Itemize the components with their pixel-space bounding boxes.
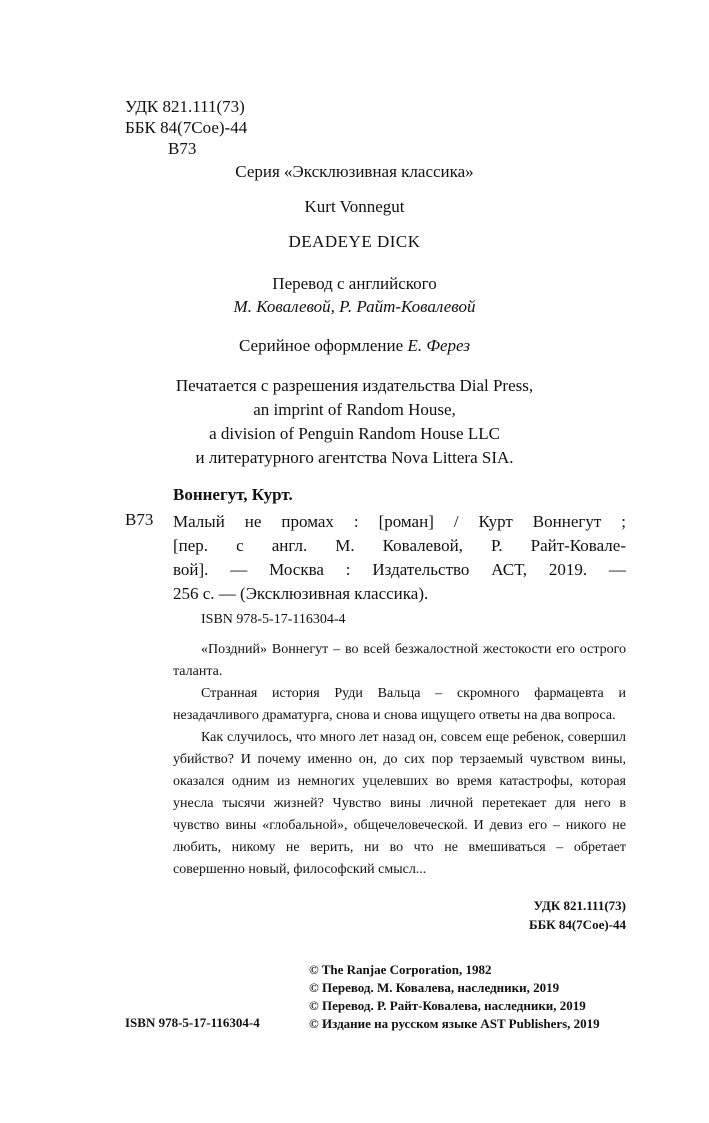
- footer-isbn: ISBN 978-5-17-116304-4: [125, 1015, 260, 1030]
- annotation-paragraph: «Поздний» Воннегут – во всей безжалостной жестокости его острого таланта.: [173, 642, 626, 679]
- bib-line: [пер. с англ. М. Ковалевой, Р. Райт-Ковале-: [173, 536, 626, 555]
- author-mark-code: В73: [168, 139, 197, 158]
- copyright-block: [309, 961, 600, 1033]
- udk-header-block: [125, 96, 247, 159]
- udk-code: УДК 821.111(73): [125, 97, 245, 116]
- original-author: Kurt Vonnegut: [304, 197, 405, 216]
- footer-bbk: ББК 84(7Сое)-44: [528, 917, 626, 932]
- designer-name: Е. Ферез: [407, 336, 470, 355]
- translators: М. Ковалевой, Р. Райт-Ковалевой: [233, 297, 476, 316]
- permission-line: Печатается с разрешения издательства Dial Press,: [175, 376, 534, 395]
- bibliographic-description: [173, 510, 626, 606]
- bbk-code: ББК 84(7Сое)-44: [125, 118, 248, 137]
- translation-credit: [0, 272, 709, 318]
- annotation: [173, 639, 626, 881]
- udk-footer-block: [380, 896, 626, 934]
- series-title: Серия «Эксклюзивная классика»: [235, 162, 474, 181]
- bibliographic-code: В73: [125, 510, 154, 529]
- annotation-paragraph: Как случилось, что много лет назад он, совсем еще ребенок, совершил убийство? И почему именно он, до сих пор терзаемый чувством вины, оказался одним из немногих уцелевших во время катастрофы, которая унесла тысячи жизней? Чувство вины личной перетекает для него в чувство вины «глобальной», общечеловеческой. И девиз его – никого не любить, никому не верить, ни во что не вмешиваться – обретает совершенно новый, философский смысл...: [173, 730, 626, 877]
- annotation-paragraph: Странная история Руди Вальца – скромного фармацевта и незадачливого драматурга, снова и снова ищущего ответы на два вопроса.: [173, 686, 626, 723]
- original-title: DEADEYE DICK: [288, 232, 421, 251]
- bib-line: 256 с. — (Эксклюзивная классика).: [173, 584, 429, 603]
- copyright-line: © Перевод. М. Ковалева, наследники, 2019: [309, 980, 560, 995]
- copyright-line: © The Ranjae Corporation, 1982: [309, 962, 492, 977]
- bib-line: Малый не промах : [роман] / Курт Воннегут ;: [173, 512, 626, 531]
- permission-line: an imprint of Random House,: [253, 400, 456, 419]
- permission-line: и литературного агентства Nova Littera SIA.: [195, 448, 514, 467]
- bibliographic-author: Воннегут, Курт.: [173, 485, 293, 504]
- permission-notice: [0, 374, 709, 470]
- bibliographic-isbn: ISBN 978-5-17-116304-4: [201, 612, 346, 627]
- bib-line: вой]. — Москва : Издательство АСТ, 2019. —: [173, 560, 626, 579]
- design-label: Серийное оформление: [239, 336, 404, 355]
- design-credit: [0, 336, 709, 356]
- permission-line: a division of Penguin Random House LLC: [209, 424, 500, 443]
- translation-label: Перевод с английского: [272, 274, 437, 293]
- footer-udk: УДК 821.111(73): [533, 898, 626, 913]
- copyright-line: © Издание на русском языке AST Publishers, 2019: [309, 1016, 600, 1031]
- copyright-line: © Перевод. Р. Райт-Ковалева, наследники, 2019: [309, 998, 586, 1013]
